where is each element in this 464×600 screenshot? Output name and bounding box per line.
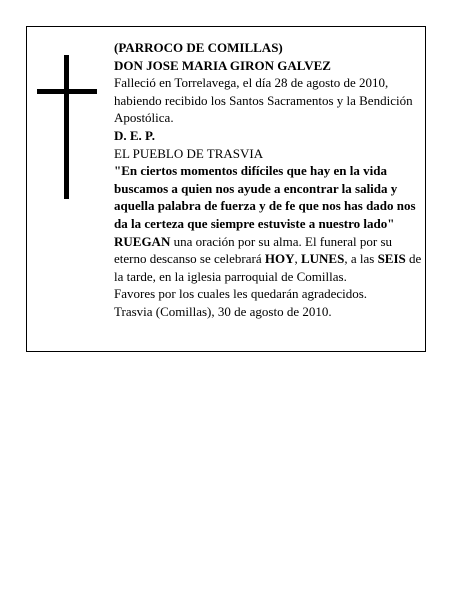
death-announcement: Falleció en Torrelavega, el día 28 de agosto de 2010, habiendo recibido los Santos Sacramentos y la Bendición Apostólica. [114, 75, 413, 126]
obituary-notice [26, 26, 426, 352]
parish-header: (PARROCO DE COMILLAS) [114, 40, 283, 55]
signatory: EL PUEBLO DE TRASVIA [114, 145, 264, 161]
comma-text: , [294, 251, 301, 267]
hoy-word: HOY [264, 251, 295, 267]
cross-icon [37, 55, 97, 199]
place-date: Trasvia (Comillas), 30 de agosto de 2010. [114, 303, 332, 319]
funeral-text-2: , a las [344, 251, 378, 267]
seis-word: SEIS [377, 251, 406, 267]
ruegan-word: RUEGAN [114, 233, 171, 249]
cross-vertical-bar [64, 55, 69, 199]
thanks-line: Favores por los cuales les quedarán agradecidos. [114, 286, 368, 302]
lunes-word: LUNES [300, 251, 345, 267]
funeral-text-3: de la tarde, en la iglesia parroquial de Comillas. [114, 251, 422, 284]
funeral-text-1: una oración por su alma. El funeral por su eterno descanso se celebrará [114, 233, 392, 267]
memorial-quote: "En ciertos momentos difíciles que hay en la vida buscamos a quien nos ayude a encontrar la salida y aquella palabra de fuerza y de fe que nos has dado nos da la certeza que siempre estuviste a nuestro lado" [114, 163, 416, 231]
cross-horizontal-bar [37, 89, 97, 94]
notice-text [114, 39, 422, 321]
funeral-paragraph [114, 233, 422, 286]
deceased-name: DON JOSE MARIA GIRON GALVEZ [114, 57, 331, 73]
dep-line: D. E. P. [114, 127, 156, 143]
